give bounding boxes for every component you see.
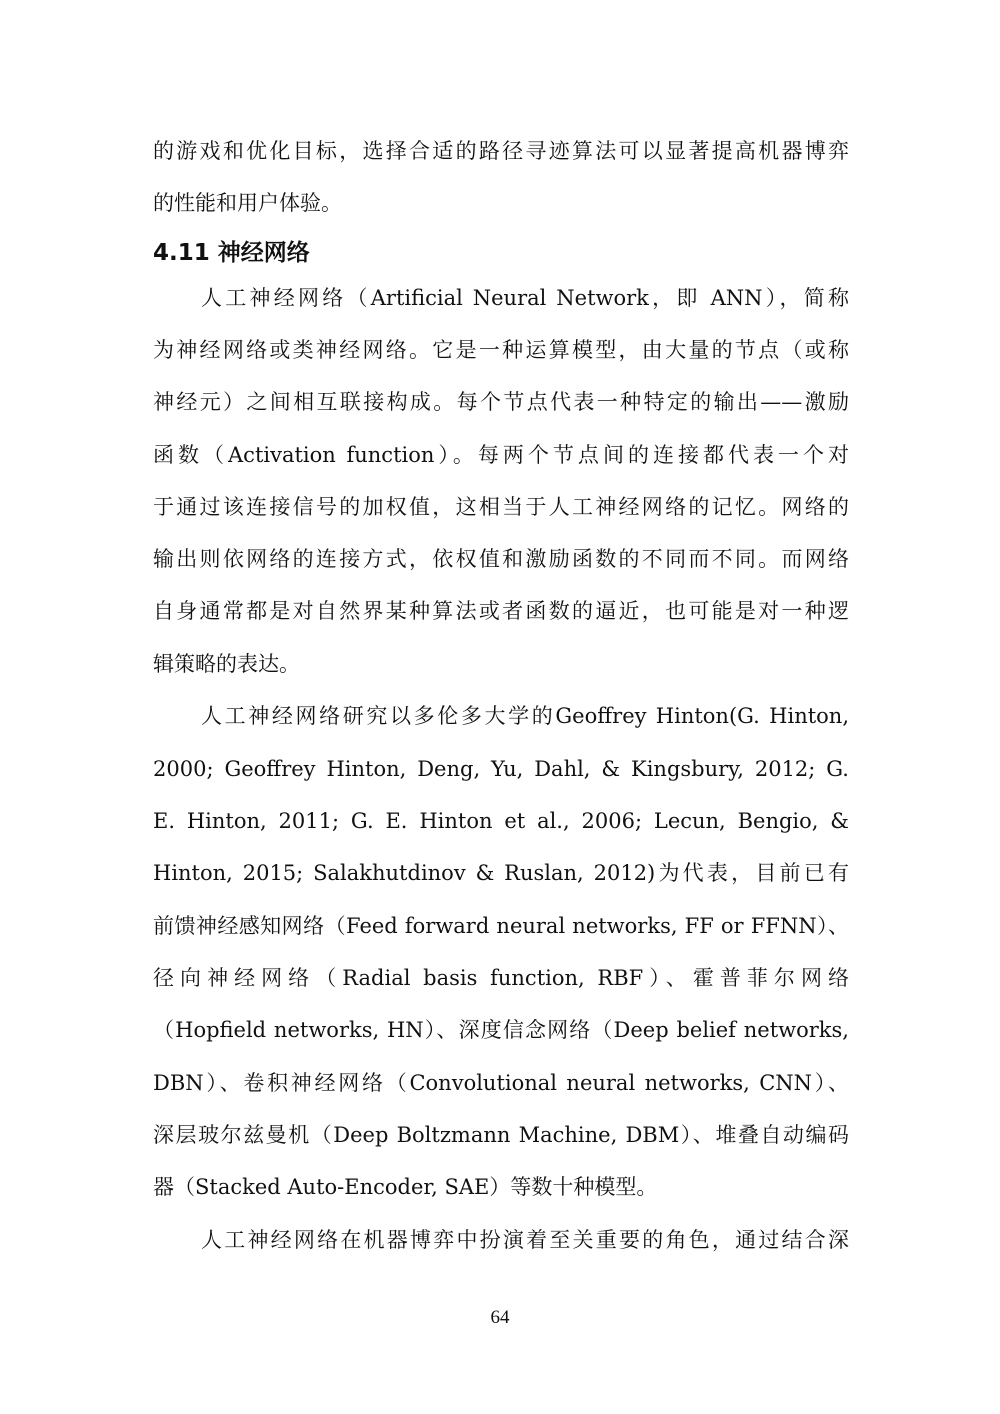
paragraph-2-line-1: 人工神经网络研究以多伦多大学的Geoffrey Hinton(G. Hinton, (201, 704, 849, 728)
paragraph-1-line-7: 自身通常都是对自然界某种算法或者函数的逼近，也可能是对一种逻 (153, 599, 849, 623)
paragraph-2-line-3: E. Hinton, 2011; G. E. Hinton et al., 2006; Lecun, Bengio, & (153, 809, 849, 833)
paragraph-1-line-5: 于通过该连接信号的加权值，这相当于人工神经网络的记忆。网络的 (153, 495, 849, 519)
intro-line-2: 的性能和用户体验。 (153, 191, 342, 215)
paragraph-1-line-3: 神经元）之间相互联接构成。每个节点代表一种特定的输出——激励 (153, 390, 849, 414)
paragraph-1-line-1: 人工神经网络（Artificial Neural Network，即 ANN），简称 (201, 286, 849, 310)
paragraph-2-line-7: （Hopfield networks, HN）、深度信念网络（Deep belief networks, (153, 1018, 849, 1042)
paragraph-1-line-2: 为神经网络或类神经网络。它是一种运算模型，由大量的节点（或称 (153, 338, 849, 362)
intro-line-1: 的游戏和优化目标，选择合适的路径寻迹算法可以显著提高机器博弈 (153, 139, 849, 163)
paragraph-1-line-4: 函数（Activation function）。每两个节点间的连接都代表一个对 (153, 443, 849, 467)
paragraph-2-line-10: 器（Stacked Auto-Encoder, SAE）等数十种模型。 (153, 1175, 658, 1199)
paragraph-1-line-6: 输出则依网络的连接方式，依权值和激励函数的不同而不同。而网络 (153, 547, 849, 571)
paragraph-2-line-2: 2000; Geoffrey Hinton, Deng, Yu, Dahl, & Kingsbury, 2012; G. (153, 757, 849, 781)
section-heading: 4.11 神经网络 (153, 240, 310, 266)
paragraph-2-line-6: 径向神经网络（Radial basis function, RBF）、霍普菲尔网络 (153, 966, 849, 990)
paragraph-3-line-1: 人工神经网络在机器博弈中扮演着至关重要的角色，通过结合深 (201, 1228, 849, 1252)
paragraph-1-line-8: 辑策略的表达。 (153, 652, 300, 676)
paragraph-2-line-8: DBN）、卷积神经网络（Convolutional neural networks, CNN）、 (153, 1071, 849, 1095)
paragraph-2-line-5: 前馈神经感知网络（Feed forward neural networks, FF or FFNN）、 (153, 914, 849, 938)
paragraph-2-line-9: 深层玻尔兹曼机（Deep Boltzmann Machine, DBM）、堆叠自动编码 (153, 1123, 849, 1147)
paragraph-2-line-4: Hinton, 2015; Salakhutdinov & Ruslan, 2012)为代表，目前已有 (153, 861, 849, 885)
page-number: 64 (490, 1307, 510, 1328)
